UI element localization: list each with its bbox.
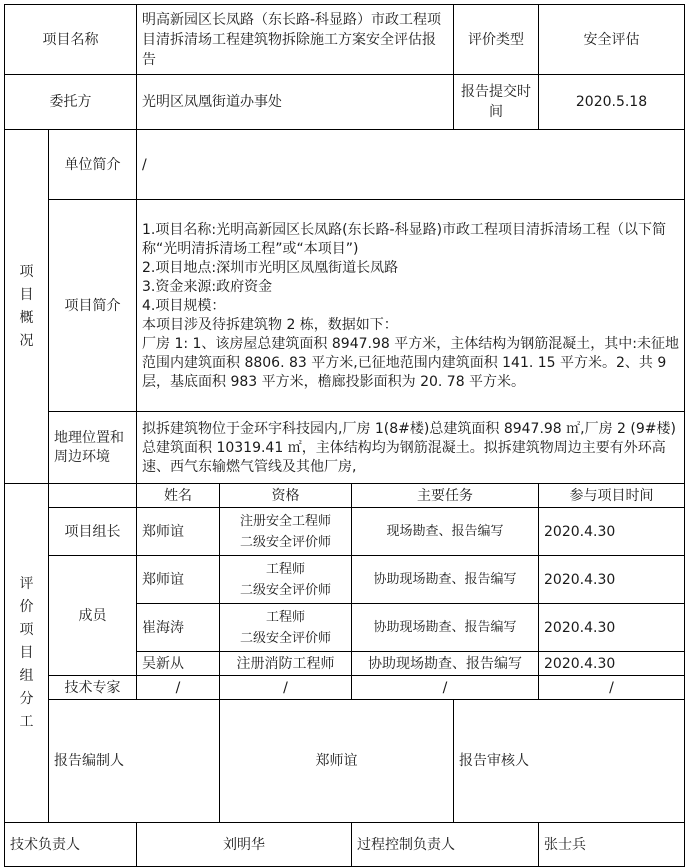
team-label-char: 项	[19, 621, 34, 638]
project-intro-line: 本项目涉及待拆建筑物 2 栋，数据如下：	[142, 316, 398, 333]
qualification-line: 二级安全评价师	[239, 534, 331, 550]
eval-type-label: 评价类型	[454, 5, 539, 75]
col-header-time: 参与项目时间	[539, 484, 685, 508]
member-role: 成员	[49, 556, 137, 676]
member-task: 协助现场勘查、报告编写	[352, 556, 539, 604]
overview-label-char: 目	[19, 286, 34, 303]
member-time: 2020.4.30	[539, 652, 685, 676]
overview-label-char: 况	[19, 332, 34, 349]
compiler-label: 报告编制人	[49, 700, 220, 823]
member-time: 2020.4.30	[539, 556, 685, 604]
project-name-label: 项目名称	[5, 5, 137, 75]
team-label-char: 工	[19, 713, 34, 730]
tech-lead-label: 技术负责人	[5, 823, 137, 867]
overview-label-char: 项	[19, 263, 34, 280]
member-name: 崔海涛	[137, 604, 220, 652]
col-header-name: 姓名	[137, 484, 220, 508]
project-intro-line: 4.项目规模：	[142, 297, 226, 314]
tech-lead-value: 刘明华	[137, 823, 352, 867]
compiler-value: 郑师谊	[220, 700, 454, 823]
team-label-char: 评	[19, 575, 34, 592]
member-qualification	[220, 604, 352, 652]
team-label-char: 目	[19, 644, 34, 661]
expert-role: 技术专家	[49, 676, 137, 700]
location-value: 拟拆建筑物位于金环宇科技园内,厂房 1(8#楼)总建筑面积 8947.98 ㎡,厂房 2 (9#楼)总建筑面积 10319.41 ㎡，主体结构均为钢筋混凝土。拟拆建筑物周边主要有外环高速、西气东输燃气管线及其他厂房,	[137, 412, 685, 484]
project-intro-line: 2.项目地点:深圳市光明区凤凰街道长凤路	[142, 259, 399, 276]
member-name: 吴新从	[137, 652, 220, 676]
member-qualification	[220, 508, 352, 556]
submit-time-label: 报告提交时间	[454, 75, 539, 130]
qualification-line: 注册安全工程师	[239, 513, 331, 529]
project-intro-line: 3.资金来源:政府资金	[142, 278, 273, 295]
member-qualification: 注册消防工程师	[220, 652, 352, 676]
member-name: 郑师谊	[137, 556, 220, 604]
qualification-line: 工程师	[265, 561, 305, 577]
process-control-label: 过程控制负责人	[352, 823, 539, 867]
expert-time: /	[539, 676, 685, 700]
overview-section-label	[5, 130, 49, 484]
unit-intro-value: /	[137, 130, 685, 200]
member-task: 现场勘查、报告编写	[352, 508, 539, 556]
qualification-line: 工程师	[265, 609, 305, 625]
member-task: 协助现场勘查、报告编写	[352, 652, 539, 676]
col-header-qualification: 资格	[220, 484, 352, 508]
process-control-value: 张士兵	[539, 823, 685, 867]
team-header-blank	[49, 484, 137, 508]
expert-task: /	[352, 676, 539, 700]
client-value: 光明区凤凰街道办事处	[137, 75, 454, 130]
member-time: 2020.4.30	[539, 508, 685, 556]
report-info-table	[4, 4, 685, 867]
client-label: 委托方	[5, 75, 137, 130]
project-name-value: 明高新园区长凤路（东长路-科显路）市政工程项目清拆清场工程建筑物拆除施工方案安全评估报告	[137, 5, 454, 75]
member-time: 2020.4.30	[539, 604, 685, 652]
unit-intro-label: 单位简介	[49, 130, 137, 200]
reviewer-label: 报告审核人	[454, 700, 685, 823]
project-intro-value	[137, 200, 685, 412]
expert-qualification: /	[220, 676, 352, 700]
team-section-label	[5, 484, 49, 823]
team-label-char: 价	[19, 598, 34, 615]
expert-name: /	[137, 676, 220, 700]
location-label: 地理位置和周边环境	[49, 412, 137, 484]
project-intro-line: 厂房 1: 1、该房屋总建筑面积 8947.98 平方米，主体结构为钢筋混凝土，其中:未征地范围内建筑面积 8806. 83 平方米,已征地范围内建筑面积 141. 15 平方米。2、共 9 层，基底面积 983 平方米，檐廊投影面积为 20. 78 平方米。	[142, 335, 679, 390]
team-label-char: 分	[19, 690, 34, 707]
project-intro-label: 项目简介	[49, 200, 137, 412]
project-intro-line: 1.项目名称:光明高新园区长凤路(东长路-科显路)市政工程项目清拆清场工程（以下简称“光明清拆清场工程”或“本项目”)	[142, 221, 667, 257]
submit-time-value: 2020.5.18	[539, 75, 685, 130]
member-name: 郑师谊	[137, 508, 220, 556]
qualification-line: 二级安全评价师	[239, 582, 331, 598]
overview-label-char: 概	[19, 309, 34, 326]
team-label-char: 组	[19, 667, 34, 684]
member-qualification	[220, 556, 352, 604]
leader-role: 项目组长	[49, 508, 137, 556]
eval-type-value: 安全评估	[539, 5, 685, 75]
col-header-task: 主要任务	[352, 484, 539, 508]
qualification-line: 二级安全评价师	[239, 630, 331, 646]
member-task: 协助现场勘查、报告编写	[352, 604, 539, 652]
